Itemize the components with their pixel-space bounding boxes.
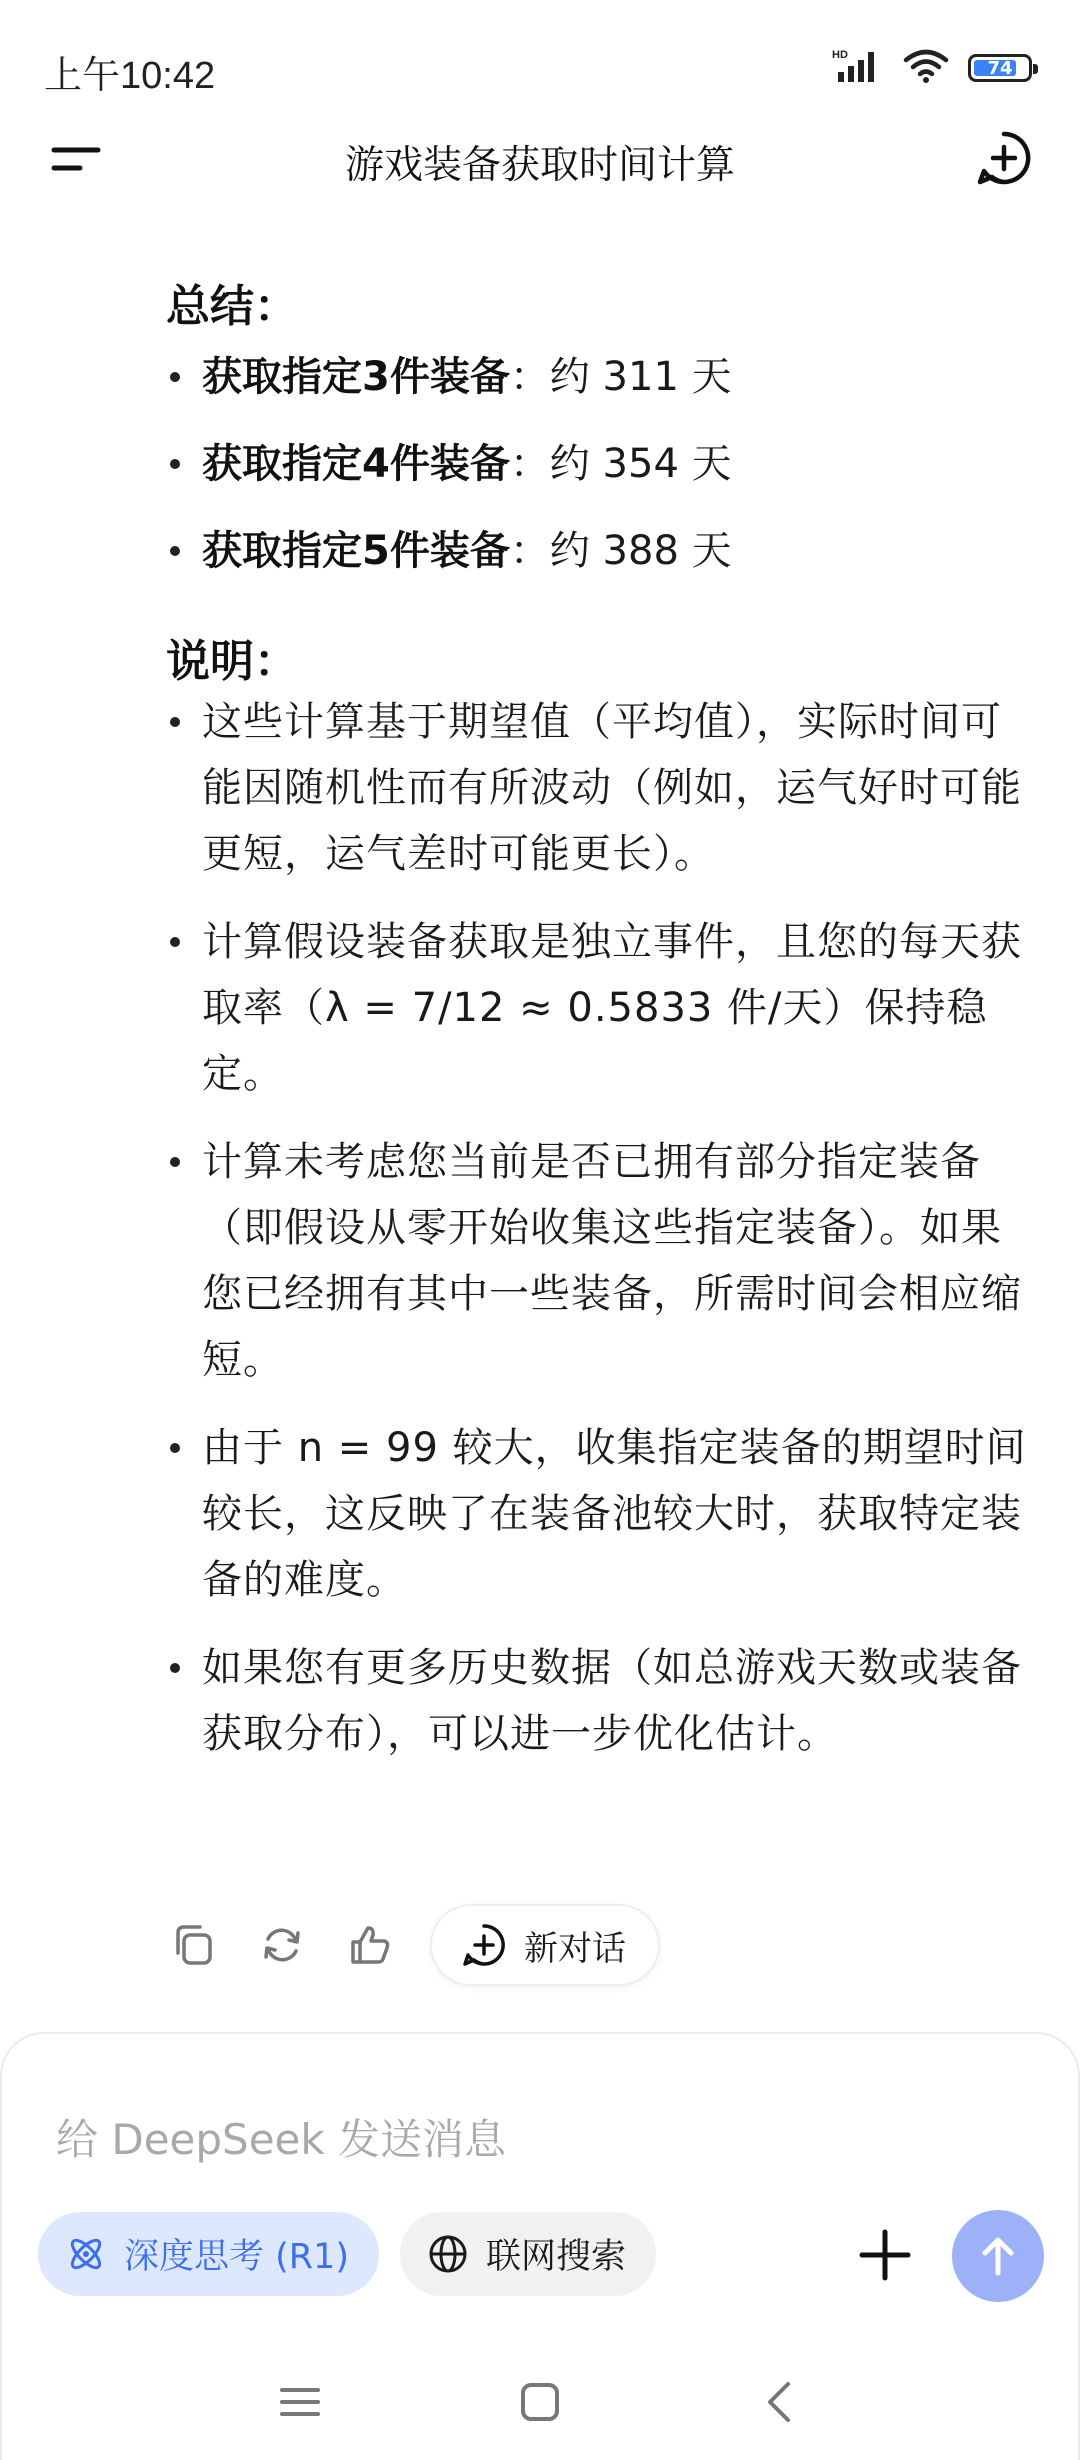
arrow-up-icon (973, 2231, 1023, 2281)
notes-list (166, 689, 1036, 1767)
new-chat-button[interactable] (974, 128, 1034, 188)
summary-item: 获取指定4件装备：约 354 天 (166, 421, 1036, 508)
new-dialog-button[interactable] (430, 1904, 660, 1986)
plus-icon (854, 2224, 916, 2286)
status-bar (0, 0, 1080, 130)
atom-icon (64, 2232, 108, 2276)
chat-plus-icon (460, 1921, 508, 1969)
battery-level: 74 (987, 58, 1013, 79)
note-item: 由于 n = 99 较大，收集指定装备的期望时间较长，这反映了在装备池较大时，获取特定装备的难度。 (166, 1415, 1036, 1613)
nav-menu-icon (276, 2378, 324, 2426)
summary-item: 获取指定3件装备：约 311 天 (166, 334, 1036, 421)
note-item: 如果您有更多历史数据（如总游戏天数或装备获取分布），可以进一步优化估计。 (166, 1635, 1036, 1767)
battery-icon (968, 54, 1032, 82)
summary-heading: 总结： (166, 281, 298, 332)
assistant-message (166, 260, 1036, 1789)
cellular-signal-icon (832, 48, 884, 88)
network-type-label: HD (832, 49, 848, 61)
regenerate-button[interactable] (254, 1917, 310, 1973)
web-search-label: 联网搜索 (486, 2237, 627, 2277)
message-input[interactable] (56, 2104, 1016, 2174)
send-button[interactable] (952, 2210, 1044, 2302)
nav-home-icon (516, 2378, 564, 2426)
conversation-title[interactable]: 游戏装备获取时间计算 (344, 143, 735, 188)
deep-think-toggle[interactable] (38, 2212, 379, 2296)
wifi-icon (902, 48, 950, 88)
nav-menu-button[interactable] (270, 2372, 330, 2432)
attach-button[interactable] (854, 2224, 916, 2286)
status-icons (832, 48, 1032, 88)
summary-list (166, 334, 1036, 595)
globe-icon (426, 2232, 470, 2276)
message-actions (166, 1904, 660, 1986)
copy-icon (170, 1921, 218, 1969)
nav-back-button[interactable] (750, 2372, 810, 2432)
summary-item: 获取指定5件装备：约 388 天 (166, 508, 1036, 595)
nav-home-button[interactable] (510, 2372, 570, 2432)
refresh-icon (258, 1921, 306, 1969)
deep-think-label: 深度思考 (R1) (124, 2237, 350, 2277)
web-search-toggle[interactable] (400, 2212, 656, 2296)
app-header (0, 118, 1080, 198)
note-item: 这些计算基于期望值（平均值），实际时间可能因随机性而有所波动（例如，运气好时可能更短，运气差时可能更长）。 (166, 689, 1036, 887)
like-button[interactable] (342, 1917, 398, 1973)
nav-back-icon (756, 2378, 804, 2426)
notes-heading: 说明： (166, 636, 298, 687)
note-item: 计算未考虑您当前是否已拥有部分指定装备（即假设从零开始收集这些指定装备）。如果您已经拥有其中一些装备，所需时间会相应缩短。 (166, 1129, 1036, 1393)
new-dialog-label: 新对话 (524, 1928, 626, 1969)
system-nav-bar (0, 2350, 1080, 2450)
thumbs-up-icon (346, 1921, 394, 1969)
status-time: 上午10:42 (44, 55, 216, 97)
copy-button[interactable] (166, 1917, 222, 1973)
chat-plus-icon (974, 128, 1034, 188)
note-item: 计算假设装备获取是独立事件，且您的每天获取率（λ = 7/12 ≈ 0.5833 件/天）保持稳定。 (166, 909, 1036, 1107)
